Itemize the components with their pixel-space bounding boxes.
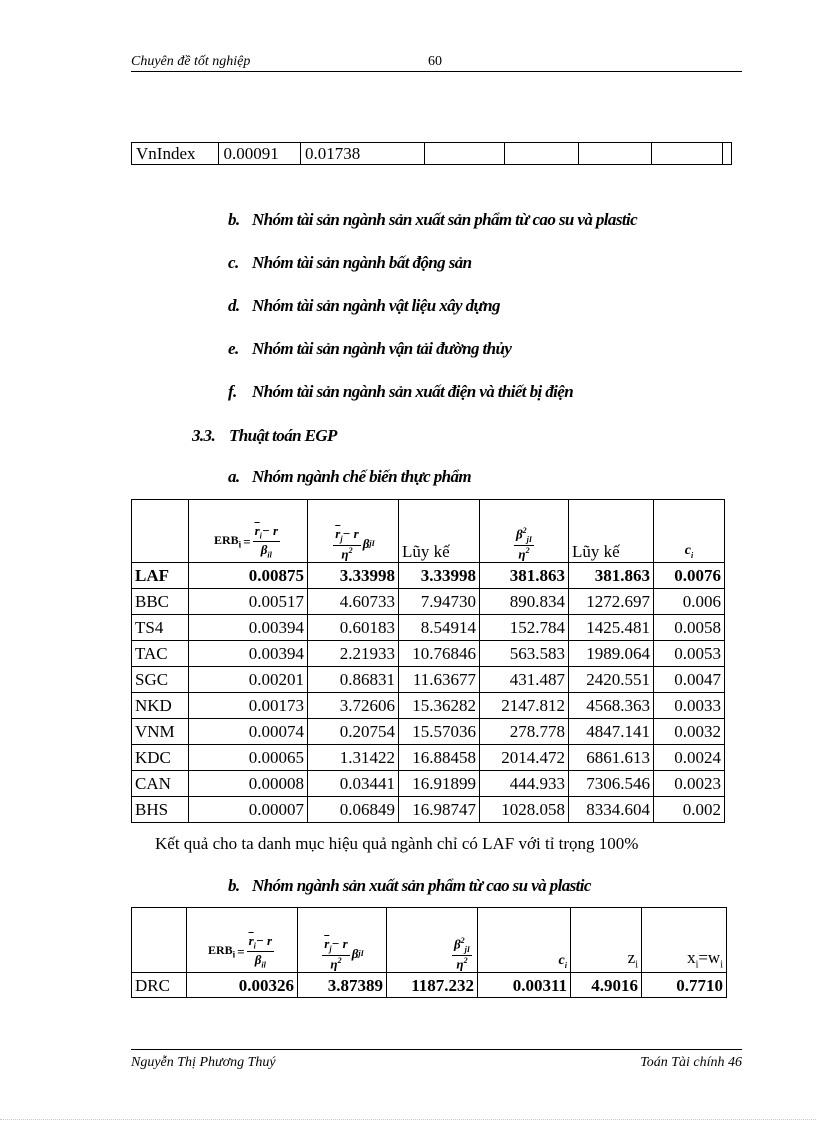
heading-label: c. [228, 253, 239, 272]
vnindex-table [131, 142, 732, 165]
table-cell: 3.33998 [399, 563, 480, 589]
table-cell: 0.0023 [654, 771, 725, 797]
table-cell: 4.60733 [308, 589, 399, 615]
table-cell: 0.00007 [189, 797, 308, 823]
table-header-row [132, 908, 727, 973]
header-z: $z_i$ [571, 908, 642, 973]
table-cell: 0.03441 [308, 771, 399, 797]
header-ticker-cell [132, 908, 187, 973]
header-beta-sq [387, 908, 478, 973]
beta-sq-formula: $\frac{\beta^2_{jI}}{\eta^2}$ [453, 935, 470, 971]
table-cell [505, 143, 578, 165]
table-cell: 0.20754 [308, 719, 399, 745]
heading-label: a. [228, 467, 240, 486]
table-cell: CAN [132, 771, 189, 797]
heading-text: Nhóm tài sản ngành vận tải đường thủy [252, 339, 512, 358]
table-cell: 0.0076 [654, 563, 725, 589]
header-cumulative-2: Lũy kế [569, 500, 654, 563]
table-cell [723, 143, 732, 165]
table-row [132, 771, 725, 797]
table-cell: 0.00517 [189, 589, 308, 615]
table-cell: 15.57036 [399, 719, 480, 745]
table-cell: 10.76846 [399, 641, 480, 667]
table-row [132, 563, 725, 589]
header-ratio [298, 908, 387, 973]
table-cell: 0.00875 [189, 563, 308, 589]
table-cell: 4847.141 [569, 719, 654, 745]
beta-sq-formula: $\frac{\beta^2_{jI}}{\eta^2}$ [515, 525, 532, 561]
table-cell: 0.7710 [642, 973, 727, 998]
table-cell: 0.00311 [478, 973, 571, 998]
table-cell: 3.87389 [298, 973, 387, 998]
footer-author: Nguyễn Thị Phương Thuý [131, 1055, 276, 1070]
header-beta-sq [480, 500, 569, 563]
table-body [132, 563, 725, 823]
egp-food-table [131, 499, 725, 823]
heading-label: d. [228, 296, 240, 315]
heading-label: 3.3. [192, 426, 216, 445]
table-cell: BHS [132, 797, 189, 823]
heading-label: b. [228, 876, 240, 895]
table-cell: 0.00065 [189, 745, 308, 771]
table-cell [651, 143, 722, 165]
table-row [132, 143, 732, 165]
heading-label: e. [228, 339, 239, 358]
table-cell: 0.00201 [189, 667, 308, 693]
table-cell: 4.9016 [571, 973, 642, 998]
table-cell: 0.0053 [654, 641, 725, 667]
header-ci: $c_i$ [654, 500, 725, 563]
table-cell: 563.583 [480, 641, 569, 667]
table-cell: BBC [132, 589, 189, 615]
table-cell: 11.63677 [399, 667, 480, 693]
table-cell: 4568.363 [569, 693, 654, 719]
heading-text: Thuật toán EGP [229, 426, 337, 445]
table-cell: 0.00394 [189, 641, 308, 667]
table-cell: 3.72606 [308, 693, 399, 719]
table-cell: 8.54914 [399, 615, 480, 641]
table-cell: 3.33998 [308, 563, 399, 589]
table-cell: 444.933 [480, 771, 569, 797]
heading-text: Nhóm tài sản ngành sản xuất sản phẩm từ cao su và plastic [252, 210, 638, 229]
table-cell: 0.00173 [189, 693, 308, 719]
table-cell: LAF [132, 563, 189, 589]
heading-text: Nhóm ngành chế biến thực phẩm [252, 467, 472, 486]
header-erb [187, 908, 298, 973]
table-row [132, 615, 725, 641]
table-header-row [132, 500, 725, 563]
header-erb [189, 500, 308, 563]
table-cell: 0.60183 [308, 615, 399, 641]
egp-rubber-table [131, 907, 727, 998]
table-cell: 2014.472 [480, 745, 569, 771]
footer-rule [131, 1049, 742, 1050]
table-cell: TS4 [132, 615, 189, 641]
table-cell: 0.06849 [308, 797, 399, 823]
table-cell: 7.94730 [399, 589, 480, 615]
heading-b2 [228, 876, 591, 896]
page-header-title: Chuyên đề tốt nghiệp [131, 54, 251, 69]
erb-formula: $ERB_i$ = $\frac{\overline{r}_i- r}{\beta_{il}}$ [213, 522, 279, 560]
table-cell: 0.00091 [219, 143, 301, 165]
heading-d [228, 296, 500, 316]
heading-label: f. [228, 382, 237, 401]
table-cell: TAC [132, 641, 189, 667]
table-cell: 8334.604 [569, 797, 654, 823]
table-cell: 1272.697 [569, 589, 654, 615]
table-row [132, 797, 725, 823]
table-cell: 1028.058 [480, 797, 569, 823]
table-cell: 15.36282 [399, 693, 480, 719]
table-cell: 16.88458 [399, 745, 480, 771]
table-cell: 1.31422 [308, 745, 399, 771]
table-cell [578, 143, 651, 165]
table-cell: 7306.546 [569, 771, 654, 797]
table-cell: KDC [132, 745, 189, 771]
table-cell: 278.778 [480, 719, 569, 745]
heading-c [228, 253, 471, 273]
table-cell: 381.863 [480, 563, 569, 589]
heading-f [228, 382, 573, 402]
table-row [132, 745, 725, 771]
table-cell: 0.00394 [189, 615, 308, 641]
table-row [132, 693, 725, 719]
result-sentence: Kết quả cho ta danh mục hiệu quả ngành chỉ có LAF với tỉ trọng 100% [155, 834, 639, 853]
ratio-formula: $\frac{\overline{r}_j- r}{\eta^2}$ β jI [335, 526, 375, 561]
header-ticker-cell [132, 500, 189, 563]
table-row [132, 719, 725, 745]
table-row [132, 641, 725, 667]
header-ratio [308, 500, 399, 563]
table-cell: 2420.551 [569, 667, 654, 693]
table-cell: 0.00008 [189, 771, 308, 797]
footer-course: Toán Tài chính 46 [640, 1055, 742, 1070]
heading-text: Nhóm ngành sản xuất sản phẩm từ cao su và plastic [252, 876, 591, 895]
header-rule [131, 71, 742, 72]
table-cell: 431.487 [480, 667, 569, 693]
table-cell: 16.91899 [399, 771, 480, 797]
table-cell: VnIndex [132, 143, 219, 165]
table-cell: VNM [132, 719, 189, 745]
table-cell: DRC [132, 973, 187, 998]
table-row [132, 589, 725, 615]
ratio-formula: $\frac{\overline{r}_j- r}{\eta^2}$ β jI [324, 936, 364, 971]
table-cell: 0.00074 [189, 719, 308, 745]
table-cell [425, 143, 505, 165]
header-x-w: $x_i=w_i$ [642, 908, 727, 973]
table-cell: 0.86831 [308, 667, 399, 693]
table-cell: 0.0032 [654, 719, 725, 745]
heading-e [228, 339, 511, 359]
section-heading-3-3 [192, 426, 337, 446]
heading-text: Nhóm tài sản ngành sản xuất điện và thiết bị điện [252, 382, 574, 401]
heading-a2 [228, 467, 471, 487]
table-cell: 2.21933 [308, 641, 399, 667]
table-cell: SGC [132, 667, 189, 693]
table-cell: 2147.812 [480, 693, 569, 719]
heading-label: b. [228, 210, 240, 229]
table-cell: NKD [132, 693, 189, 719]
table-cell: 0.0033 [654, 693, 725, 719]
table-cell: 1425.481 [569, 615, 654, 641]
heading-b [228, 210, 637, 230]
heading-text: Nhóm tài sản ngành bất động sản [252, 253, 472, 272]
table-cell: 6861.613 [569, 745, 654, 771]
table-cell: 1989.064 [569, 641, 654, 667]
table-cell: 0.00326 [187, 973, 298, 998]
table-cell: 0.01738 [300, 143, 424, 165]
table-cell: 152.784 [480, 615, 569, 641]
table-cell: 381.863 [569, 563, 654, 589]
header-cumulative-1: Lũy kế [399, 500, 480, 563]
table-cell: 0.0058 [654, 615, 725, 641]
erb-formula: $ERB_i$ = $\frac{\overline{r}_i- r}{\beta_{il}}$ [207, 932, 273, 970]
table-cell: 1187.232 [387, 973, 478, 998]
table-cell: 0.006 [654, 589, 725, 615]
page-edge-dotted-line [0, 1119, 816, 1120]
table-row [132, 667, 725, 693]
page-number: 60 [428, 54, 442, 69]
header-ci: $c_i$ [478, 908, 571, 973]
table-cell: 0.0047 [654, 667, 725, 693]
table-cell: 16.98747 [399, 797, 480, 823]
table-row [132, 973, 727, 998]
table-cell: 0.0024 [654, 745, 725, 771]
table-cell: 0.002 [654, 797, 725, 823]
heading-text: Nhóm tài sản ngành vật liệu xây dựng [252, 296, 500, 315]
table-cell: 890.834 [480, 589, 569, 615]
